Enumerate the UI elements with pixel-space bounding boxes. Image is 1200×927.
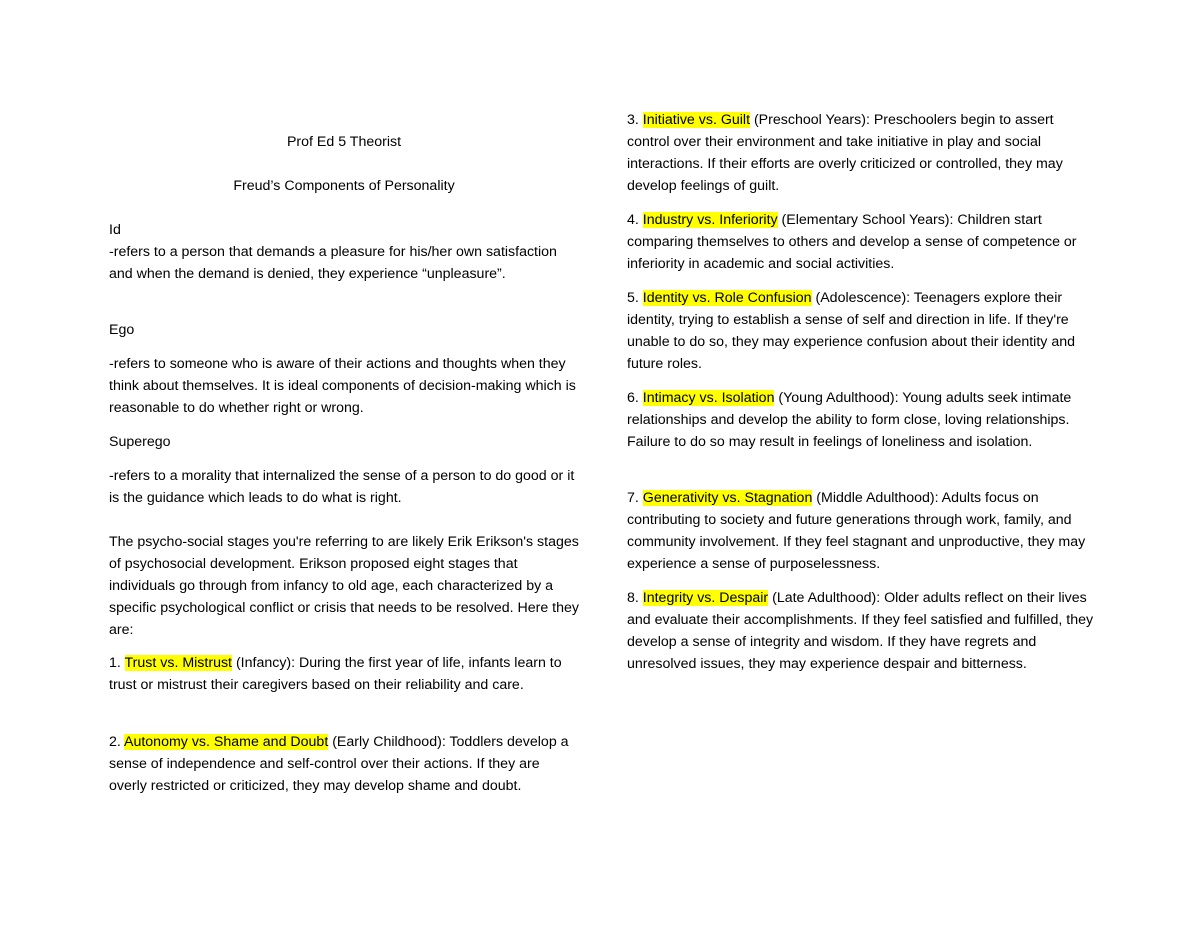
stage-item-3: [627, 109, 1097, 197]
stage-name-highlight: Autonomy vs. Shame and Doubt: [124, 734, 329, 750]
stage-name-highlight: Generativity vs. Stagnation: [642, 490, 813, 506]
stage-name-highlight: Identity vs. Role Confusion: [642, 290, 812, 306]
stage-description: (Elementary School Years): Children start comparing themselves to others and develop a sense of competence or inferiority in academic and social activities.: [627, 212, 1077, 272]
stage-description: (Preschool Years): Preschoolers begin to assert control over their environment and take initiative in play and social interactions. If their efforts are overly criticized or controlled, they may develop feelings of guilt.: [627, 112, 1063, 194]
stage-description: (Infancy): During the first year of life, infants learn to trust or mistrust their caregivers based on their reliability and care.: [109, 655, 562, 693]
stage-description: (Middle Adulthood): Adults focus on contributing to society and future generations through work, family, and community involvement. If they feel stagnant and unproductive, they may experience a sense of purposelessness.: [627, 490, 1086, 572]
stage-name-highlight: Intimacy vs. Isolation: [642, 390, 775, 406]
stage-number: 7.: [627, 490, 643, 506]
stage-description: (Early Childhood): Toddlers develop a sense of independence and self-control over their actions. If they are overly restricted or criticized, they may develop shame and doubt.: [109, 734, 569, 794]
stage-number: 6.: [627, 390, 643, 406]
document-title: Prof Ed 5 Theorist: [286, 134, 402, 150]
stage-item-4: [627, 209, 1097, 275]
stage-item-8: [627, 587, 1097, 675]
stage-number: 5.: [627, 290, 643, 306]
stage-item-2: [109, 731, 579, 797]
ego-definition: -refers to someone who is aware of their actions and thoughts when they think about themselves. It is ideal components of decision-making which is reasonable to do whether right or wrong.: [109, 356, 576, 416]
stage-item-6: [627, 387, 1097, 453]
superego-definition: -refers to a morality that internalized the sense of a person to do good or it is the guidance which leads to do what is right.: [109, 468, 575, 506]
id-definition: -refers to a person that demands a pleasure for his/her own satisfaction and when the demand is denied, they experience “unpleasure”.: [109, 244, 557, 282]
stage-description: (Adolescence): Teenagers explore their identity, trying to establish a sense of self and direction in life. If they're unable to do so, they may experience confusion about their identity and future roles.: [627, 290, 1075, 372]
stage-description: (Young Adulthood): Young adults seek intimate relationships and develop the ability to form close, loving relationships. Failure to do so may result in feelings of loneliness and isolation.: [627, 390, 1072, 450]
document-subtitle: Freud’s Components of Personality: [233, 178, 455, 194]
stage-name-highlight: Trust vs. Mistrust: [124, 655, 232, 671]
stage-number: 2.: [109, 734, 124, 750]
stage-description: (Late Adulthood): Older adults reflect on their lives and evaluate their accomplishments. If they feel satisfied and fulfilled, they develop a sense of integrity and wisdom. If they have regrets and unresolved issues, they may experience despair and bitterness.: [627, 590, 1094, 672]
stage-item-5: [627, 287, 1097, 375]
stage-number: 1.: [109, 655, 125, 671]
stage-name-highlight: Initiative vs. Guilt: [642, 112, 751, 128]
stage-number: 3.: [627, 112, 643, 128]
ego-heading: Ego: [109, 322, 135, 338]
stage-name-highlight: Industry vs. Inferiority: [642, 212, 778, 228]
stage-item-1: [109, 652, 579, 696]
erikson-intro: The psycho-social stages you're referring to are likely Erik Erikson's stages of psychosocial development. Erikson proposed eight stages that individuals go through from infancy to old age, each characterized by a specific psychological conflict or crisis that needs to be resolved. Here they are:: [109, 534, 579, 638]
superego-heading: Superego: [109, 434, 171, 450]
stage-number: 4.: [627, 212, 643, 228]
stage-number: 8.: [627, 590, 643, 606]
id-heading: Id: [109, 222, 121, 238]
stage-name-highlight: Integrity vs. Despair: [642, 590, 769, 606]
stage-item-7: [627, 487, 1097, 575]
